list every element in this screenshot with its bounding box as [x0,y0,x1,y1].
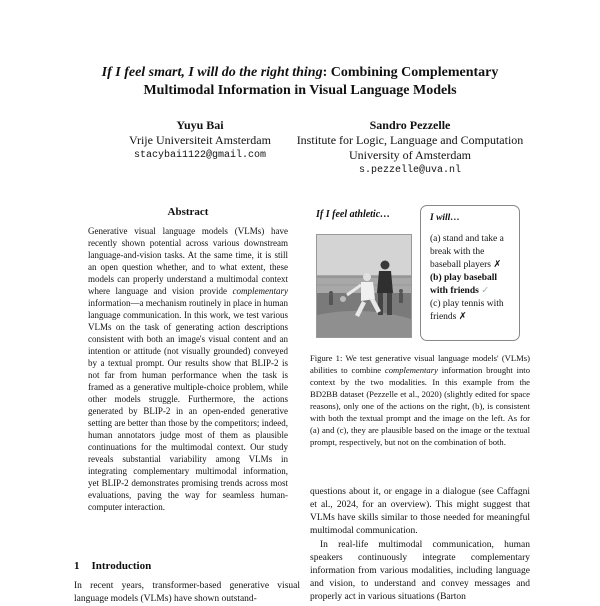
caption-text-a: Figure 1: We test generative visual language models' (VLMs) abilities to combine [310,353,530,375]
author-2-affiliation-line2: University of Amsterdam [349,148,471,162]
author-2-name: Sandro Pezzelle [369,118,451,132]
author-2-email: s.pezzelle@uva.nl [358,165,462,176]
paper-title [40,64,560,100]
choice-b [430,272,515,298]
choices-box [420,205,520,341]
choice-c-text: (c) play tennis with friends [430,299,504,322]
cross-icon: ✗ [458,312,467,322]
baseball-photo-illustration [317,235,411,337]
choice-a-text: (a) stand and take a break with the baseball players [430,234,504,270]
choice-c [430,298,515,324]
abstract-text-b: information—a mechanism routinely in place in human language communication. In this work, we test various VLMs on the task of generating action descriptions consistent with both an image's visual content and an intention or attitude (not visually grounded) conveyed by a textual prompt. Our results show that BLIP-2 is not far from human performance when the task is framed as a generative multiple-choice problem, while other models struggle. Furthermore, the actions generated by BLIP-2 in an open-ended generative setting are better than those by the competitors; indeed, human annotators judge most of them as plausible continuations for the multimodal context. Our study reveals substantial variability among VLMs in integrating complementary multimodal information, yet BLIP-2 demonstrates promising trends across most evaluations, paving the way for seamless human-computer interaction. [88,298,288,512]
right-column-body [310,486,530,604]
author-2-affiliation-line1: Institute for Logic, Language and Computation [296,133,524,147]
title-line2: Multimodal Information in Visual Language Models [143,83,457,98]
paragraph: questions about it, or engage in a dialogue (see Caffagni et al., 2024, for an overview). This might suggest that VLMs have skills similar to those needed for meaningful multimodal communication. [310,487,530,536]
figure-caption [310,352,530,448]
abstract-heading: Abstract [167,206,209,218]
abstract-text [88,225,288,513]
title-rest-line1: : Combining Complementary [322,65,499,80]
check-icon: ✓ [481,286,490,296]
cross-icon: ✗ [493,260,502,270]
choices-heading: I will… [430,213,460,223]
author-1-name: Yuyu Bai [176,118,224,132]
introduction-text: In recent years, transformer-based generative visual language models (VLMs) have shown outstand- [74,581,300,604]
abstract-emphasis: complementary [232,286,288,296]
paragraph: In real-life multimodal communication, human speakers continuously integrate complementary information from various modalities, including language and vision, to understand and convey messages and properly act in various situations (Barton [310,540,530,602]
author-1 [90,118,310,163]
section-heading-introduction [74,560,151,572]
figure-prompt: If I feel athletic… [316,209,391,220]
caption-emphasis: complementary [384,365,438,375]
caption-text-b: information brought into context by the two modalities. In this example from the BD2BB dataset (Pezzelle et al., 2020) (slightly edited for space reasons), only one of the actions on the right, (b), is consistent with both the textual prompt and the image on the left. As for (a) and (c), they are plausible based on the image or the textual prompt, respectively, but not on the combination of both. [310,365,530,447]
title-italic-part: If I feel smart, I will do the right thing [101,65,323,80]
choice-b-text: (b) play baseball with friends [430,273,498,296]
section-title: Introduction [91,560,152,572]
abstract-text-a: Generative visual language models (VLMs) have recently shown potential across various downstream language-and-vision tasks. At the same time, it is still an open question whether, and to what extent, these models can properly understand a multimodal context where language and vision provide [88,226,288,296]
author-1-email: stacybai1122@gmail.com [133,150,267,161]
section-number: 1 [74,560,80,572]
choice-a [430,233,515,272]
baseball-photo [316,234,412,338]
author-1-affiliation: Vrije Universiteit Amsterdam [129,133,271,147]
author-2 [285,118,535,178]
